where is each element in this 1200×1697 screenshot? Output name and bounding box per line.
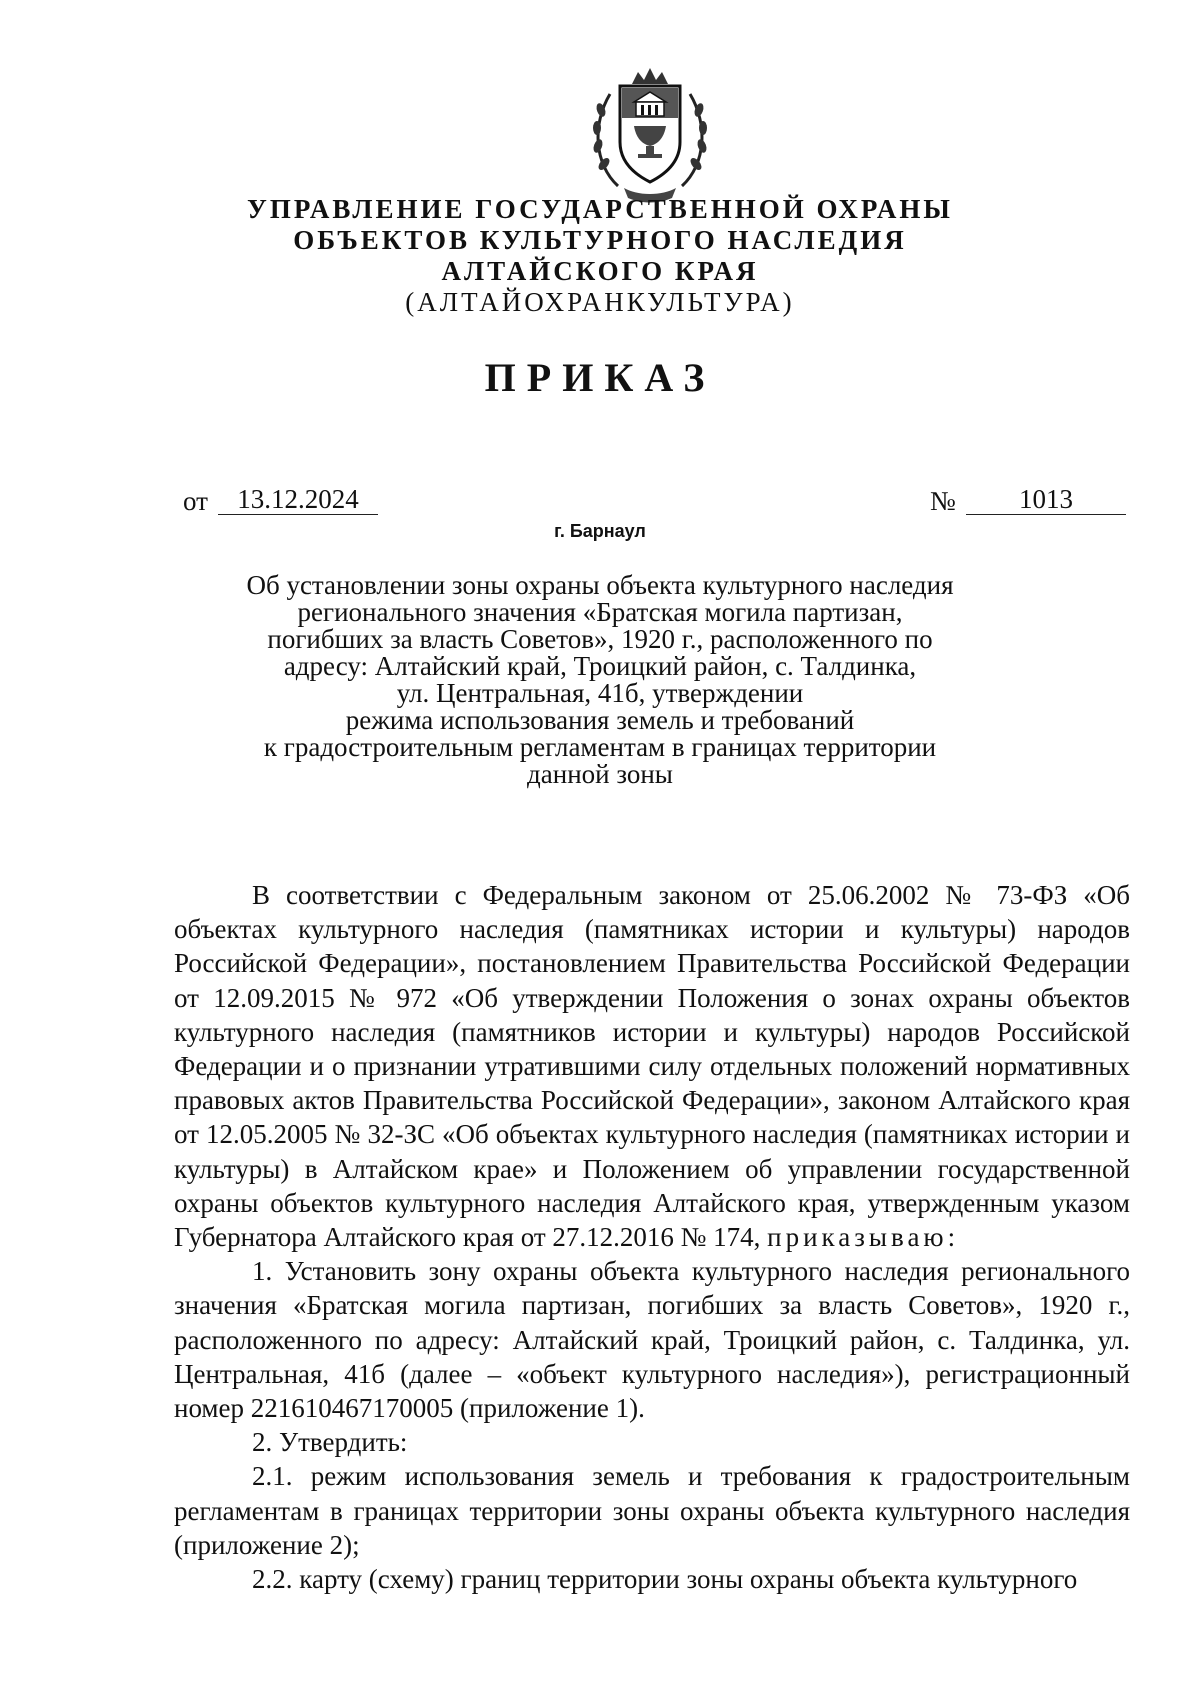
item-1-paragraph: 1. Установить зону охраны объекта культурного наследия регионального значения «Братская могила партизан, погибших за власть Советов», 1920 г., расположенного по адресу: Алтайский край, Троицкий район, с. Талдинка, ул. Центральная, 41б (далее – «объект культурного наследия»), регистрационный номер 221610467170005 (приложение 1).: [174, 1256, 1130, 1424]
subject-line: ул. Центральная, 41б, утверждении: [396, 678, 804, 708]
date-prefix: от: [183, 486, 208, 516]
org-short-name: (АЛТАЙОХРАНКУЛЬТУРА): [405, 287, 795, 317]
subject-line: адресу: Алтайский край, Троицкий район, с. Талдинка,: [283, 651, 917, 681]
preamble-text: В соответствии с Федеральным законом от 25.06.2002 № 73-ФЗ «Об объектах культурного наследия (памятниках истории и культуры) народов Российской Федерации», постановлением Правительства Российской Федерации от 12.09.2015 № 972 «Об утверждении Положения о зонах охраны объектов культурного наследия (памятников истории и культуры) народов Российской Федерации и о признании утратившими силу отдельных положений нормативных правовых актов Правительства Российской Федерации», законом Алтайского края от 12.05.2005 № 32-ЗС «Об объектах культурного наследия (памятниках истории и культуры) в Алтайском крае» и Положением об управлении государственной охраны объектов культурного наследия Алтайского края, утвержденным указом Губернатора Алтайского края от 27.12.2016 № 174,: [174, 880, 1130, 1253]
document-date: 13.12.2024: [218, 484, 378, 515]
number-prefix: №: [930, 486, 956, 516]
item-2-2-paragraph: 2.2. карту (схему) границ территории зоны охраны объекта культурного: [252, 1564, 1078, 1595]
subject-line: погибших за власть Советов», 1920 г., расположенного по: [267, 624, 933, 654]
subject-line: режима использования земель и требований: [345, 705, 855, 735]
org-name-line-2: ОБЪЕКТОВ КУЛЬТУРНОГО НАСЛЕДИЯ: [293, 225, 907, 255]
item-2-paragraph: 2. Утвердить:: [252, 1427, 408, 1458]
org-name-line-1: УПРАВЛЕНИЕ ГОСУДАРСТВЕННОЙ ОХРАНЫ: [247, 194, 953, 224]
org-name-line-3: АЛТАЙСКОГО КРАЯ: [441, 256, 759, 286]
city-name: г. Барнаул: [554, 521, 646, 541]
document-body: [174, 878, 1130, 1596]
subject-line: данной зоны: [527, 759, 673, 789]
document-subject: [220, 572, 980, 788]
preamble-paragraph: [174, 878, 1130, 1254]
document-number: 1013: [966, 484, 1126, 515]
subject-line: регионального значения «Братская могила партизан,: [297, 597, 903, 627]
item-2-1-paragraph: 2.1. режим использования земель и требования к градостроительным регламентам в границах территории зоны охраны объекта культурного наследия (приложение 2);: [174, 1461, 1130, 1560]
coat-of-arms-emblem: [588, 64, 712, 208]
subject-line: Об установлении зоны охраны объекта культурного наследия: [246, 570, 954, 600]
order-word: приказываю:: [767, 1222, 960, 1253]
subject-line: к градостроительным регламентам в границах территории: [263, 732, 937, 762]
document-title: ПРИКАЗ: [484, 355, 716, 400]
